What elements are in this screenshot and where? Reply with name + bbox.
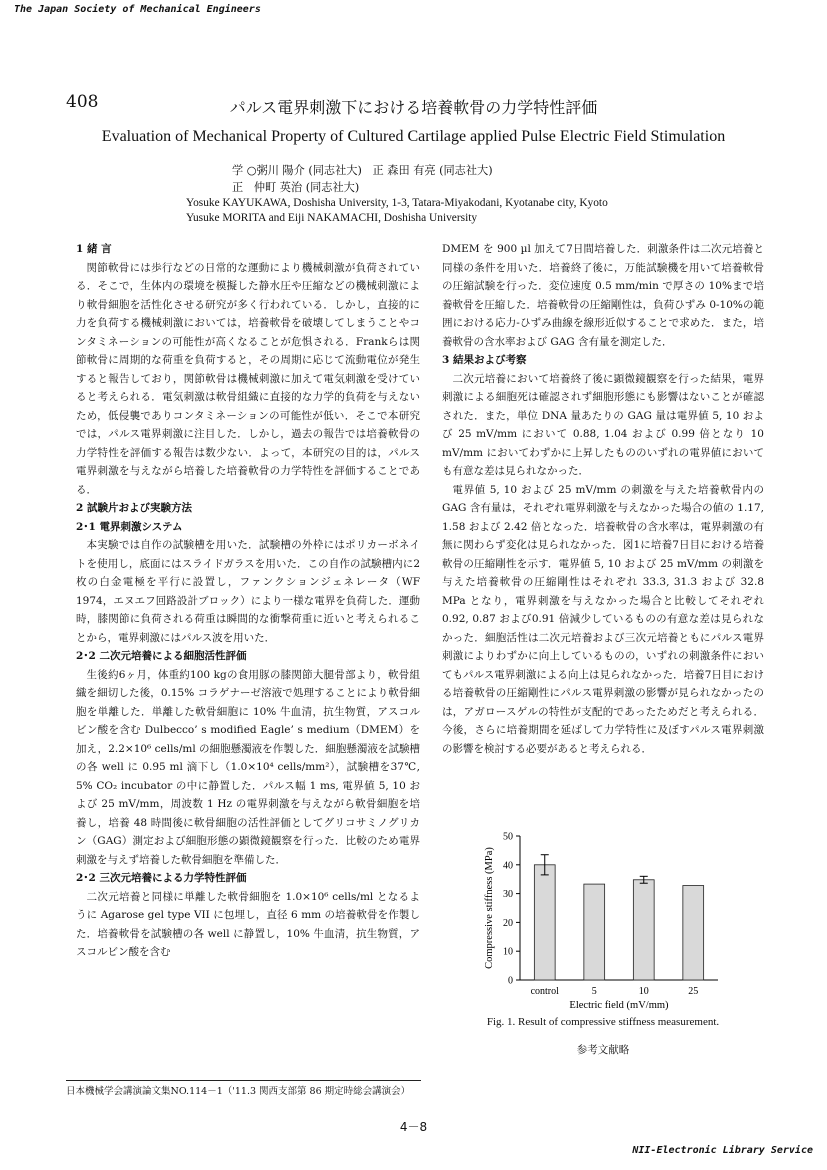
bar bbox=[683, 886, 704, 980]
title-japanese: パルス電界刺激下における培養軟骨の力学特性評価 bbox=[229, 98, 598, 117]
paragraph: 本実験では自作の試験槽を用いた．試験槽の外枠にはポリカーボネイトを使用し，底面にはスライドガラスを用いた．この自作の試験槽内に2枚の白金電極を平行に設置し，ファンクションジェネレータ（WF 1974，エヌエフ回路設計ブロック）により一様な電界を負荷した．運動時，膝関節に負荷される荷重は瞬間的な衝撃荷重に近いと考えられることから，電界刺激にはパルス波を用いた． bbox=[76, 539, 420, 644]
society-banner: The Japan Society of Mechanical Engineers bbox=[14, 4, 261, 15]
y-tick-label: 20 bbox=[503, 917, 513, 929]
x-axis-label: Electric field (mV/mm) bbox=[569, 1000, 669, 1011]
x-tick-label: control bbox=[530, 986, 559, 997]
section-heading-methods: 2 試験片および実験方法 bbox=[76, 502, 192, 514]
paragraph: 関節軟骨には歩行などの日常的な運動により機械刺激が負荷されている．そこで，生体内の環境を模擬した静水圧や圧縮などの機械刺激により軟骨細胞を活性化させる研究が多く行われている．しかし，直接的に力を負荷する機械刺激においては，培養軟骨を破壊してしまうことやコンタミネーションの可能性が高くなることが危惧される．Frankらは関節軟骨に周期的な荷重を負荷すると，その周期に応じて流動電位が発生すると報告しており，関節軟骨は機械刺激に加えて電気刺激を受けていると考えられる．電気刺激は軟骨組織に直接的な力学的負荷を与えないため，低侵襲でありコンタミネーションの可能性が低い．そこで本研究では，パルス電界刺激に注目した．しかし，過去の報告では培養軟骨の力学特性を評価する報告は数少ない．よって，本研究の目的は，パルス電界刺激を与えながら培養した培養軟骨の力学特性を評価することである． bbox=[76, 261, 420, 496]
authors-line-1: 学 ○粥川 陽介 (同志社大) 正 森田 有亮 (同志社大) bbox=[232, 164, 493, 177]
paragraph: 電界値 5, 10 および 25 mV/mm の刺激を与えた培養軟骨内の GAG 含有量は，それぞれ電界刺激を与えなかった場合の値の 1.17, 1.58 および 2.42 倍となった．培養軟骨の含水率は，電界刺激の有無に関わらず変化は見られなかった．図1に培養7日目における培養軟骨の圧縮剛性を示す．電界値 5, 10 および 25 mV/mm の刺激を与えた培養軟骨の圧縮剛性はそれぞれ 33.3, 31.3 および 32.8 MPa となり，電界刺激を与えなかった場合と比較してそれぞれ 0.92, 0.87 および0.91 倍減少しているものの有意な差は見られなかった．細胞活性は二次元培養および三次元培養ともにパルス電界刺激によりわずかに向上しているものの，いずれの刺激条件においてもパルス電界刺激による向上は見られなかった．培養7日目における培養軟骨の圧縮剛性にパルス電界刺激の影響が見られなかったのは，アガロースゲルの特性が支配的であったためだと考えられる．今後，さらに培養期間を延ばして力学特性に及ぼすパルス電界刺激の影響を検討する必要があると考えられる． bbox=[442, 483, 764, 755]
subsection-heading: 2･2 二次元培養による細胞活性評価 bbox=[76, 650, 247, 662]
figure-caption: Fig. 1. Result of compressive stiffness measurement. bbox=[486, 1016, 720, 1028]
y-tick-label: 40 bbox=[503, 860, 513, 872]
paragraph: 生後約6ヶ月，体重約100 kgの食用豚の膝関節大腿骨部より，軟骨組織を細切した後，0.15% コラゲナーゼ溶液で処理することにより軟骨細胞を単離した．単離した軟骨細胞に 10% 牛血清，抗生物質，アスコルビン酸を含む Dulbecco’ s modified Eagle’ s medium（DMEM）を加え，2.2×10⁶ cells/ml の細胞懸濁液を作製した．細胞懸濁液を試験槽の各 well に 0.95 ml 滴下し（1.0×10⁴ cells/mm²），試験槽を37℃, 5% CO₂ incubator の中に静置した．パルス幅 1 ms, 電界値 5, 10 および 25 mV/mm，周波数 1 Hz の電界刺激を与えながら軟骨細胞を培養し，培養 48 時間後に軟骨細胞の活性評価としてグリコサミノグリカン（GAG）測定および細胞形態の顕微鏡観察を行った．比較のため電界刺激を与えず培養した軟骨細胞を準備した． bbox=[76, 668, 420, 866]
compressive-stiffness-chart bbox=[478, 828, 740, 1016]
references-heading: 参考文献略 bbox=[576, 1044, 630, 1056]
x-tick-label: 10 bbox=[638, 986, 649, 997]
paragraph: 二次元培養と同様に単離した軟骨細胞を 1.0×10⁶ cells/ml となるように Agarose gel type VII に包埋し，直径 6 mm の培養軟骨を作製した．培養軟骨を試験槽の各 well に静置し，10% 牛血清，抗生物質，アスコルビン酸を含む bbox=[76, 890, 420, 958]
title-english: Evaluation of Mechanical Property of Cultured Cartilage applied Pulse Electric Field Stimulation bbox=[101, 128, 726, 145]
footer-divider bbox=[66, 1080, 421, 1081]
proceedings-footer: 日本機械学会講演論文集NO.114－1（'11.3 関西支部第 86 期定時総会講演会） bbox=[66, 1086, 411, 1097]
section-heading-results: 3 結果および考察 bbox=[442, 354, 527, 366]
x-tick-label: 25 bbox=[688, 986, 699, 997]
bar bbox=[584, 884, 605, 980]
affiliation-line-1: Yosuke KAYUKAWA, Doshisha University, 1-3, Tatara-Miyakodani, Kyotanabe city, Kyoto bbox=[186, 197, 608, 209]
subsection-heading: 2･2 三次元培養による力学特性評価 bbox=[76, 872, 247, 884]
bar bbox=[633, 880, 654, 980]
y-tick-label: 10 bbox=[503, 946, 513, 958]
paper-number: 408 bbox=[66, 92, 99, 112]
left-column bbox=[76, 240, 420, 1070]
right-column bbox=[442, 240, 764, 826]
y-tick-label: 30 bbox=[503, 889, 513, 901]
subsection-heading: 2･1 電界刺激システム bbox=[76, 520, 183, 533]
affiliation-line-2: Yusuke MORITA and Eiji NAKAMACHI, Doshisha University bbox=[186, 212, 478, 224]
x-tick-label: 5 bbox=[591, 986, 597, 997]
section-heading-introduction: 1 緒 言 bbox=[76, 243, 112, 255]
bar bbox=[534, 865, 555, 980]
authors-line-2: 正 仲町 英治 (同志社大) bbox=[232, 181, 360, 194]
paragraph: 二次元培養において培養終了後に顕微鏡観察を行った結果，電界刺激による細胞死は確認されず細胞形態にも影響はないことが確認された．また，単位 DNA 量あたりの GAG 量は電界値 5, 10 および 25 mV/mm において 0.88, 1.04 および 0.99 倍となり 10 mV/mm においてわずかに上昇したもののいずれの電界値においても有意な差は見られなかった． bbox=[442, 372, 764, 477]
paragraph: DMEM を 900 µl 加えて7日間培養した．刺激条件は二次元培養と同様の条件を用いた．培養終了後に，万能試験機を用いて培養軟骨の圧縮試験を行った．変位速度 0.5 mm/min で厚さの 10%まで培養軟骨を圧縮した．培養軟骨の圧縮剛性は，負荷ひずみ 0-10%の範囲における応力-ひずみ曲線を線形近似することで求めた．また，培養軟骨の含水率および GAG 含有量を測定した． bbox=[442, 243, 764, 348]
nii-banner: NII-Electronic Library Service bbox=[632, 1145, 813, 1156]
y-axis-label: Compressive stiffness (MPa) bbox=[484, 847, 495, 969]
y-tick-label: 50 bbox=[503, 831, 513, 843]
y-tick-label: 0 bbox=[508, 975, 513, 987]
page-number: 4－8 bbox=[399, 1120, 428, 1134]
